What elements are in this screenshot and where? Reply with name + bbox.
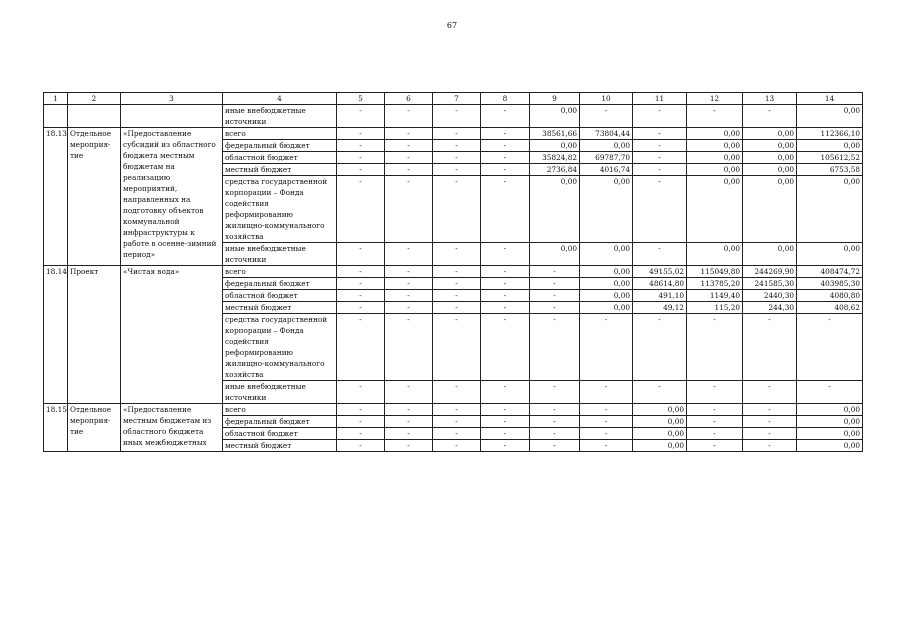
- value-cell: 0,00: [580, 140, 633, 152]
- value-cell: -: [385, 290, 433, 302]
- value-cell: -: [481, 266, 530, 278]
- value-cell: -: [481, 152, 530, 164]
- source-label: иные внебюджетные источники: [223, 381, 337, 404]
- header-cell-11: 11: [633, 93, 687, 105]
- value-cell: -: [580, 440, 633, 452]
- section-code: 18.14: [44, 266, 68, 404]
- value-cell: -: [633, 164, 687, 176]
- value-cell: -: [580, 428, 633, 440]
- value-cell: -: [433, 302, 481, 314]
- value-cell: -: [385, 416, 433, 428]
- value-cell: -: [481, 278, 530, 290]
- value-cell: 73804,44: [580, 128, 633, 140]
- value-cell: 49,12: [633, 302, 687, 314]
- value-cell: 0,00: [580, 176, 633, 243]
- value-cell: -: [687, 314, 743, 381]
- value-cell: -: [433, 278, 481, 290]
- source-label: областной бюджет: [223, 290, 337, 302]
- value-cell: -: [337, 152, 385, 164]
- value-cell: -: [385, 314, 433, 381]
- header-cell-6: 6: [385, 93, 433, 105]
- value-cell: -: [337, 416, 385, 428]
- value-cell: 0,00: [530, 140, 580, 152]
- value-cell: -: [337, 314, 385, 381]
- value-cell: 2736,84: [530, 164, 580, 176]
- value-cell: -: [481, 314, 530, 381]
- value-cell: -: [743, 404, 797, 416]
- header-cell-5: 5: [337, 93, 385, 105]
- value-cell: -: [481, 404, 530, 416]
- section-code: 18.15: [44, 404, 68, 452]
- value-cell: 0,00: [797, 428, 863, 440]
- value-cell: 0,00: [687, 243, 743, 266]
- header-cell-14: 14: [797, 93, 863, 105]
- value-cell: -: [530, 302, 580, 314]
- value-cell: -: [433, 105, 481, 128]
- header-cell-9: 9: [530, 93, 580, 105]
- value-cell: -: [337, 176, 385, 243]
- value-cell: -: [385, 243, 433, 266]
- value-cell: 69787,70: [580, 152, 633, 164]
- value-cell: 0,00: [743, 152, 797, 164]
- source-label: местный бюджет: [223, 440, 337, 452]
- value-cell: 35824,82: [530, 152, 580, 164]
- page-number: 67: [446, 21, 458, 30]
- value-cell: 4016,74: [580, 164, 633, 176]
- budget-table: [43, 92, 863, 452]
- value-cell: -: [433, 243, 481, 266]
- value-cell: -: [337, 428, 385, 440]
- value-cell: -: [337, 278, 385, 290]
- value-cell: 48614,80: [633, 278, 687, 290]
- value-cell: -: [633, 243, 687, 266]
- value-cell: -: [633, 314, 687, 381]
- value-cell: -: [797, 381, 863, 404]
- value-cell: -: [530, 266, 580, 278]
- value-cell: 115049,80: [687, 266, 743, 278]
- value-cell: 0,00: [797, 140, 863, 152]
- value-cell: -: [433, 176, 481, 243]
- value-cell: 0,00: [687, 164, 743, 176]
- value-cell: 0,00: [797, 176, 863, 243]
- value-cell: -: [530, 440, 580, 452]
- value-cell: -: [481, 416, 530, 428]
- value-cell: -: [633, 152, 687, 164]
- value-cell: -: [433, 314, 481, 381]
- value-cell: -: [481, 428, 530, 440]
- value-cell: -: [337, 440, 385, 452]
- value-cell: -: [481, 164, 530, 176]
- value-cell: -: [743, 428, 797, 440]
- section-name: «Чистая вода»: [121, 266, 223, 404]
- section-name: «Предоставление местным бюджетам из областного бюджета иных межбюджетных: [121, 404, 223, 452]
- value-cell: -: [481, 290, 530, 302]
- table-row: [44, 105, 863, 128]
- source-label: всего: [223, 404, 337, 416]
- value-cell: -: [481, 105, 530, 128]
- table-row: [44, 266, 863, 278]
- source-label: областной бюджет: [223, 428, 337, 440]
- value-cell: 0,00: [687, 128, 743, 140]
- value-cell: 0,00: [797, 416, 863, 428]
- value-cell: 0,00: [797, 105, 863, 128]
- value-cell: 0,00: [633, 440, 687, 452]
- value-cell: -: [337, 302, 385, 314]
- value-cell: 105612,52: [797, 152, 863, 164]
- value-cell: -: [633, 105, 687, 128]
- value-cell: -: [580, 416, 633, 428]
- value-cell: -: [633, 176, 687, 243]
- value-cell: -: [580, 381, 633, 404]
- value-cell: -: [433, 140, 481, 152]
- value-cell: -: [337, 381, 385, 404]
- value-cell: -: [580, 314, 633, 381]
- value-cell: -: [433, 440, 481, 452]
- source-label: иные внебюджетные источники: [223, 105, 337, 128]
- source-label: средства государственной корпорации – Фонда содействия реформированию жилищно-коммунального хозяйства: [223, 176, 337, 243]
- value-cell: 0,00: [580, 243, 633, 266]
- value-cell: -: [385, 105, 433, 128]
- value-cell: 112366,10: [797, 128, 863, 140]
- name-cell: [121, 105, 223, 128]
- value-cell: 38561,66: [530, 128, 580, 140]
- value-cell: -: [385, 404, 433, 416]
- value-cell: 0,00: [743, 176, 797, 243]
- value-cell: 6753,58: [797, 164, 863, 176]
- value-cell: -: [743, 416, 797, 428]
- value-cell: -: [385, 164, 433, 176]
- value-cell: -: [337, 266, 385, 278]
- header-cell-8: 8: [481, 93, 530, 105]
- value-cell: -: [433, 266, 481, 278]
- source-label: иные внебюджетные источники: [223, 243, 337, 266]
- value-cell: 0,00: [797, 440, 863, 452]
- value-cell: -: [530, 428, 580, 440]
- value-cell: 2440,30: [743, 290, 797, 302]
- source-label: всего: [223, 128, 337, 140]
- value-cell: -: [530, 290, 580, 302]
- value-cell: -: [337, 404, 385, 416]
- value-cell: -: [580, 404, 633, 416]
- section-type: Отдельное мероприя-тие: [68, 404, 121, 452]
- value-cell: 0,00: [530, 243, 580, 266]
- value-cell: -: [797, 314, 863, 381]
- value-cell: -: [433, 128, 481, 140]
- value-cell: -: [337, 128, 385, 140]
- source-label: федеральный бюджет: [223, 416, 337, 428]
- value-cell: -: [633, 128, 687, 140]
- section-type: Проект: [68, 266, 121, 404]
- value-cell: -: [530, 314, 580, 381]
- header-row: [44, 93, 863, 105]
- value-cell: -: [337, 290, 385, 302]
- value-cell: 0,00: [633, 416, 687, 428]
- value-cell: -: [530, 381, 580, 404]
- value-cell: -: [385, 152, 433, 164]
- table-row: [44, 404, 863, 416]
- value-cell: -: [530, 404, 580, 416]
- value-cell: 49155,02: [633, 266, 687, 278]
- source-label: средства государственной корпорации – Фонда содействия реформированию жилищно-коммунального хозяйства: [223, 314, 337, 381]
- value-cell: -: [385, 302, 433, 314]
- value-cell: -: [580, 105, 633, 128]
- section-type: Отдельное мероприя-тие: [68, 128, 121, 266]
- value-cell: -: [481, 302, 530, 314]
- header-cell-13: 13: [743, 93, 797, 105]
- value-cell: 244269,90: [743, 266, 797, 278]
- value-cell: -: [481, 440, 530, 452]
- value-cell: -: [433, 381, 481, 404]
- value-cell: -: [385, 140, 433, 152]
- value-cell: 0,00: [530, 176, 580, 243]
- value-cell: 0,00: [580, 266, 633, 278]
- value-cell: -: [385, 266, 433, 278]
- code-cell: [44, 105, 68, 128]
- header-cell-7: 7: [433, 93, 481, 105]
- header-cell-1: 1: [44, 93, 68, 105]
- header-cell-2: 2: [68, 93, 121, 105]
- value-cell: 403985,30: [797, 278, 863, 290]
- value-cell: -: [433, 164, 481, 176]
- value-cell: 408474,72: [797, 266, 863, 278]
- value-cell: -: [433, 416, 481, 428]
- value-cell: 0,00: [797, 243, 863, 266]
- value-cell: -: [743, 440, 797, 452]
- value-cell: -: [530, 278, 580, 290]
- value-cell: 0,00: [580, 278, 633, 290]
- value-cell: -: [481, 243, 530, 266]
- value-cell: -: [687, 381, 743, 404]
- value-cell: 0,00: [687, 140, 743, 152]
- value-cell: -: [337, 164, 385, 176]
- value-cell: -: [743, 105, 797, 128]
- value-cell: -: [433, 290, 481, 302]
- value-cell: -: [433, 404, 481, 416]
- value-cell: 0,00: [687, 176, 743, 243]
- value-cell: -: [530, 416, 580, 428]
- value-cell: -: [433, 428, 481, 440]
- value-cell: -: [481, 128, 530, 140]
- value-cell: 0,00: [743, 164, 797, 176]
- source-label: федеральный бюджет: [223, 140, 337, 152]
- value-cell: -: [687, 428, 743, 440]
- header-cell-3: 3: [121, 93, 223, 105]
- value-cell: 0,00: [633, 428, 687, 440]
- type-cell: [68, 105, 121, 128]
- value-cell: 4080,80: [797, 290, 863, 302]
- value-cell: 115,20: [687, 302, 743, 314]
- value-cell: -: [385, 428, 433, 440]
- value-cell: -: [385, 278, 433, 290]
- source-label: местный бюджет: [223, 164, 337, 176]
- value-cell: 0,00: [530, 105, 580, 128]
- table-row: [44, 128, 863, 140]
- value-cell: -: [433, 152, 481, 164]
- value-cell: -: [337, 105, 385, 128]
- value-cell: 1149,40: [687, 290, 743, 302]
- value-cell: -: [687, 416, 743, 428]
- section-code: 18.13: [44, 128, 68, 266]
- value-cell: 244,30: [743, 302, 797, 314]
- value-cell: 408,62: [797, 302, 863, 314]
- value-cell: 0,00: [797, 404, 863, 416]
- header-cell-4: 4: [223, 93, 337, 105]
- value-cell: -: [687, 404, 743, 416]
- value-cell: -: [743, 314, 797, 381]
- value-cell: -: [385, 381, 433, 404]
- value-cell: 491,10: [633, 290, 687, 302]
- value-cell: -: [481, 381, 530, 404]
- value-cell: -: [481, 176, 530, 243]
- section-name: «Предоставление субсидий из областного бюджета местным бюджетам на реализацию мероприятий, направленных на подготовку объектов коммунальной инфраструктуры к работе в осенне-зимний период»: [121, 128, 223, 266]
- value-cell: 0,00: [743, 243, 797, 266]
- source-label: местный бюджет: [223, 302, 337, 314]
- value-cell: -: [337, 243, 385, 266]
- source-label: федеральный бюджет: [223, 278, 337, 290]
- value-cell: 0,00: [633, 404, 687, 416]
- value-cell: 0,00: [580, 290, 633, 302]
- value-cell: 0,00: [743, 128, 797, 140]
- source-label: всего: [223, 266, 337, 278]
- header-cell-12: 12: [687, 93, 743, 105]
- value-cell: 113785,20: [687, 278, 743, 290]
- value-cell: -: [687, 440, 743, 452]
- header-cell-10: 10: [580, 93, 633, 105]
- value-cell: 0,00: [580, 302, 633, 314]
- value-cell: -: [385, 440, 433, 452]
- value-cell: 241585,30: [743, 278, 797, 290]
- value-cell: -: [633, 140, 687, 152]
- value-cell: -: [385, 128, 433, 140]
- value-cell: -: [743, 381, 797, 404]
- value-cell: -: [337, 140, 385, 152]
- source-label: областной бюджет: [223, 152, 337, 164]
- value-cell: 0,00: [743, 140, 797, 152]
- value-cell: -: [385, 176, 433, 243]
- value-cell: -: [633, 381, 687, 404]
- value-cell: -: [481, 140, 530, 152]
- value-cell: 0,00: [687, 152, 743, 164]
- value-cell: -: [687, 105, 743, 128]
